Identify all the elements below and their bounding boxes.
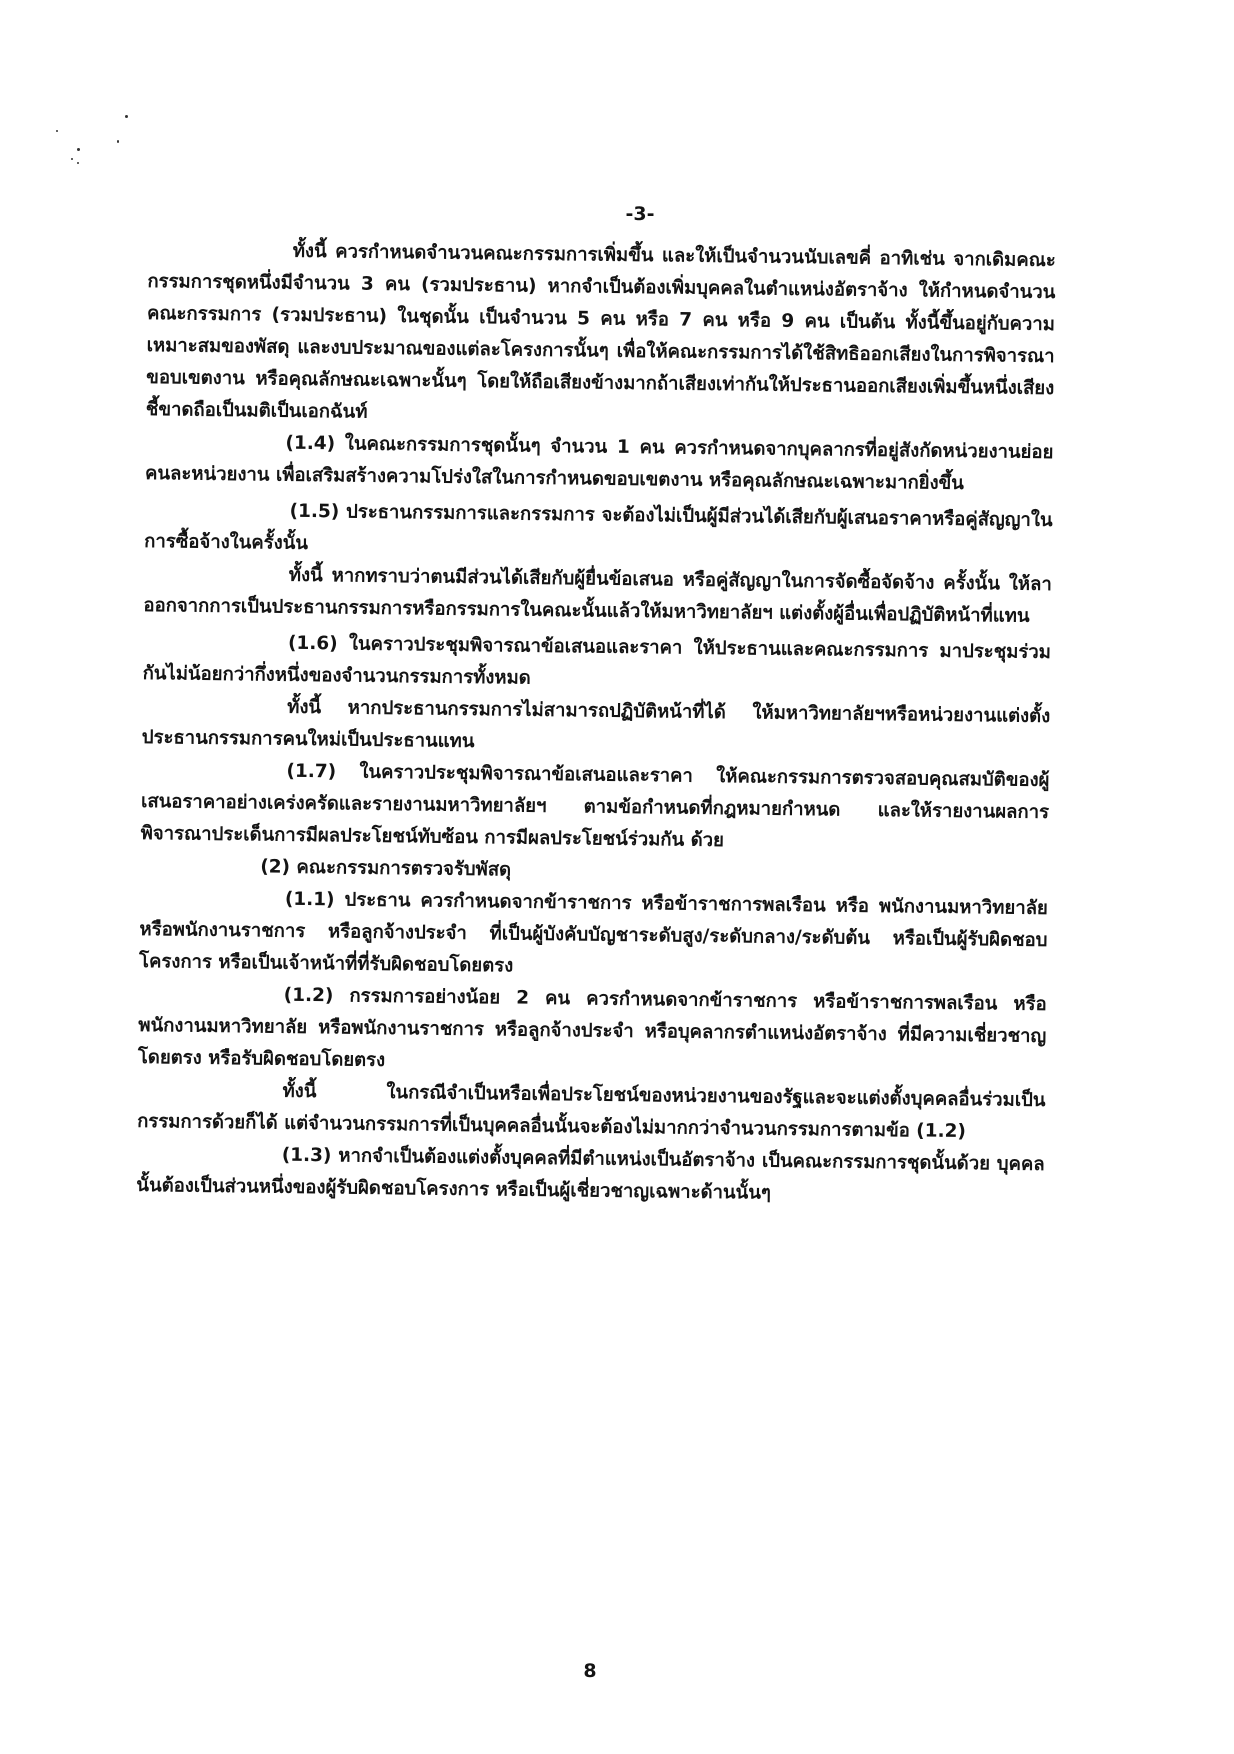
paragraph: ทั้งนี้ ควรกำหนดจำนวนคณะกรรมการเพิ่มขึ้น และให้เป็นจำนวนนับเลขคี่ อาทิเช่น จากเดิมคณะกรรมการชุดหนึ่งมีจำนวน 3 คน (รวมประธาน) หากจำเป็นต้องเพิ่มบุคคลในตำแหน่งอัตราจ้าง ให้กำหนดจำนวนคณะกรรมการ (รวมประธาน) ในชุดนั้น เป็นจำนวน 5 คน หรือ 7 คน หรือ 9 คน เป็นต้น ทั้งนี้ขึ้นอยู่กับความเหมาะสมของพัสดุ และงบประมาณของแต่ละโครงการนั้นๆ เพื่อให้คณะกรรมการได้ใช้สิทธิออกเสียงในการพิจารณาขอบเขตงาน หรือคุณลักษณะเฉพาะนั้นๆ โดยให้ถือเสียงข้างมากถ้าเสียงเท่ากันให้ประธานออกเสียงเพิ่มขึ้นหนึ่งเสียงชี้ขาดถือเป็นมติเป็นเอกฉันท์ xyxy=(145,240,1056,423)
document-body xyxy=(136,234,1056,1213)
section-heading: (2) คณะกรรมการตรวจรับพัสดุ xyxy=(260,856,512,881)
scan-speck xyxy=(77,148,80,151)
scan-speck xyxy=(77,162,79,164)
scan-speck xyxy=(56,130,58,132)
paragraph: (1.7) ในคราวประชุมพิจารณาข้อเสนอและราคา ให้คณะกรรมการตรวจสอบคุณสมบัติของผู้เสนอราคาอย่างเคร่งครัดและรายงานมหาวิทยาลัยฯ ตามข้อกำหนดที่กฎหมายกำหนด และให้รายงานผลการพิจารณาประเด็นการมีผลประโยชน์ทับซ้อน การมีผลประโยชน์ร่วมกัน ด้วย xyxy=(140,760,1050,852)
page-header: -3- xyxy=(625,203,655,225)
scan-speck xyxy=(71,158,73,160)
paragraph: (1.2) กรรมการอย่างน้อย 2 คน ควรกำหนดจากข้าราชการ หรือข้าราชการพลเรือน หรือ พนักงานมหาวิทยาลัย หรือพนักงานราชการ หรือลูกจ้างประจำ หรือบุคลากรตำแหน่งอัตราจ้าง ที่มีความเชี่ยวชาญโดยตรง หรือรับผิดชอบโดยตรง xyxy=(137,984,1047,1071)
scan-speck xyxy=(117,140,119,143)
paragraph: (1.1) ประธาน ควรกำหนดจากข้าราชการ หรือข้าราชการพลเรือน หรือ พนักงานมหาวิทยาลัย หรือพนักงานราชการ หรือลูกจ้างประจำ ที่เป็นผู้บังคับบัญชาระดับสูง/ระดับกลาง/ระดับต้น หรือเป็นผู้รับผิดชอบโครงการ หรือเป็นเจ้าหน้าที่ที่รับผิดชอบโดยตรง xyxy=(138,888,1048,977)
paragraph: (1.6) ในคราวประชุมพิจารณาข้อเสนอและราคา ให้ประธานและคณะกรรมการ มาประชุมร่วมกันไม่น้อยกว่ากึ่งหนึ่งของจำนวนกรรมการทั้งหมด xyxy=(142,632,1052,689)
paragraph: (1.3) หากจำเป็นต้องแต่งตั้งบุคคลที่มีตำแหน่งเป็นอัตราจ้าง เป็นคณะกรรมการชุดนั้นด้วย บุคคลนั้นต้องเป็นส่วนหนึ่งของผู้รับผิดชอบโครงการ หรือเป็นผู้เชี่ยวชาญเฉพาะด้านนั้นๆ xyxy=(136,1144,1045,1204)
page-number: 8 xyxy=(583,1660,597,1682)
paragraph: (1.5) ประธานกรรมการและกรรมการ จะต้องไม่เป็นผู้มีส่วนได้เสียกับผู้เสนอราคาหรือคู่สัญญาในการซื้อจ้างในครั้งนั้น xyxy=(144,500,1053,554)
paragraph: ทั้งนี้ หากประธานกรรมการไม่สามารถปฏิบัติหน้าที่ได้ ให้มหาวิทยาลัยฯหรือหน่วยงานแต่งตั้งประธานกรรมการคนใหม่เป็นประธานแทน xyxy=(141,696,1051,753)
paragraph: ทั้งนี้ หากทราบว่าตนมีส่วนได้เสียกับผู้ยื่นข้อเสนอ หรือคู่สัญญาในการจัดซื้อจัดจ้าง ครั้งนั้น ให้ลาออกจากการเป็นประธานกรรมการหรือกรรมการในคณะนั้นแล้วให้มหาวิทยาลัยฯ แต่งตั้งผู้อื่นเพื่อปฏิบัติหน้าที่แทน xyxy=(143,564,1052,627)
scan-speck xyxy=(125,115,128,118)
paragraph: (1.4) ในคณะกรรมการชุดนั้นๆ จำนวน 1 คน ควรกำหนดจากบุคลากรที่อยู่สังกัดหน่วยงานย่อยคนละหน่วยงาน เพื่อเสริมสร้างความโปร่งใสในการกำหนดขอบเขตงาน หรือคุณลักษณะเฉพาะมากยิ่งขึ้น xyxy=(144,432,1054,494)
paragraph: ทั้งนี้ ในกรณีจำเป็นหรือเพื่อประโยชน์ของหน่วยงานของรัฐและจะแต่งตั้งบุคคลอื่นร่วมเป็นกรรมการด้วยก็ได้ แต่จำนวนกรรมการที่เป็นบุคคลอื่นนั้นจะต้องไม่มากกว่าจำนวนกรรมการตามข้อ (1.2) xyxy=(137,1080,1046,1143)
